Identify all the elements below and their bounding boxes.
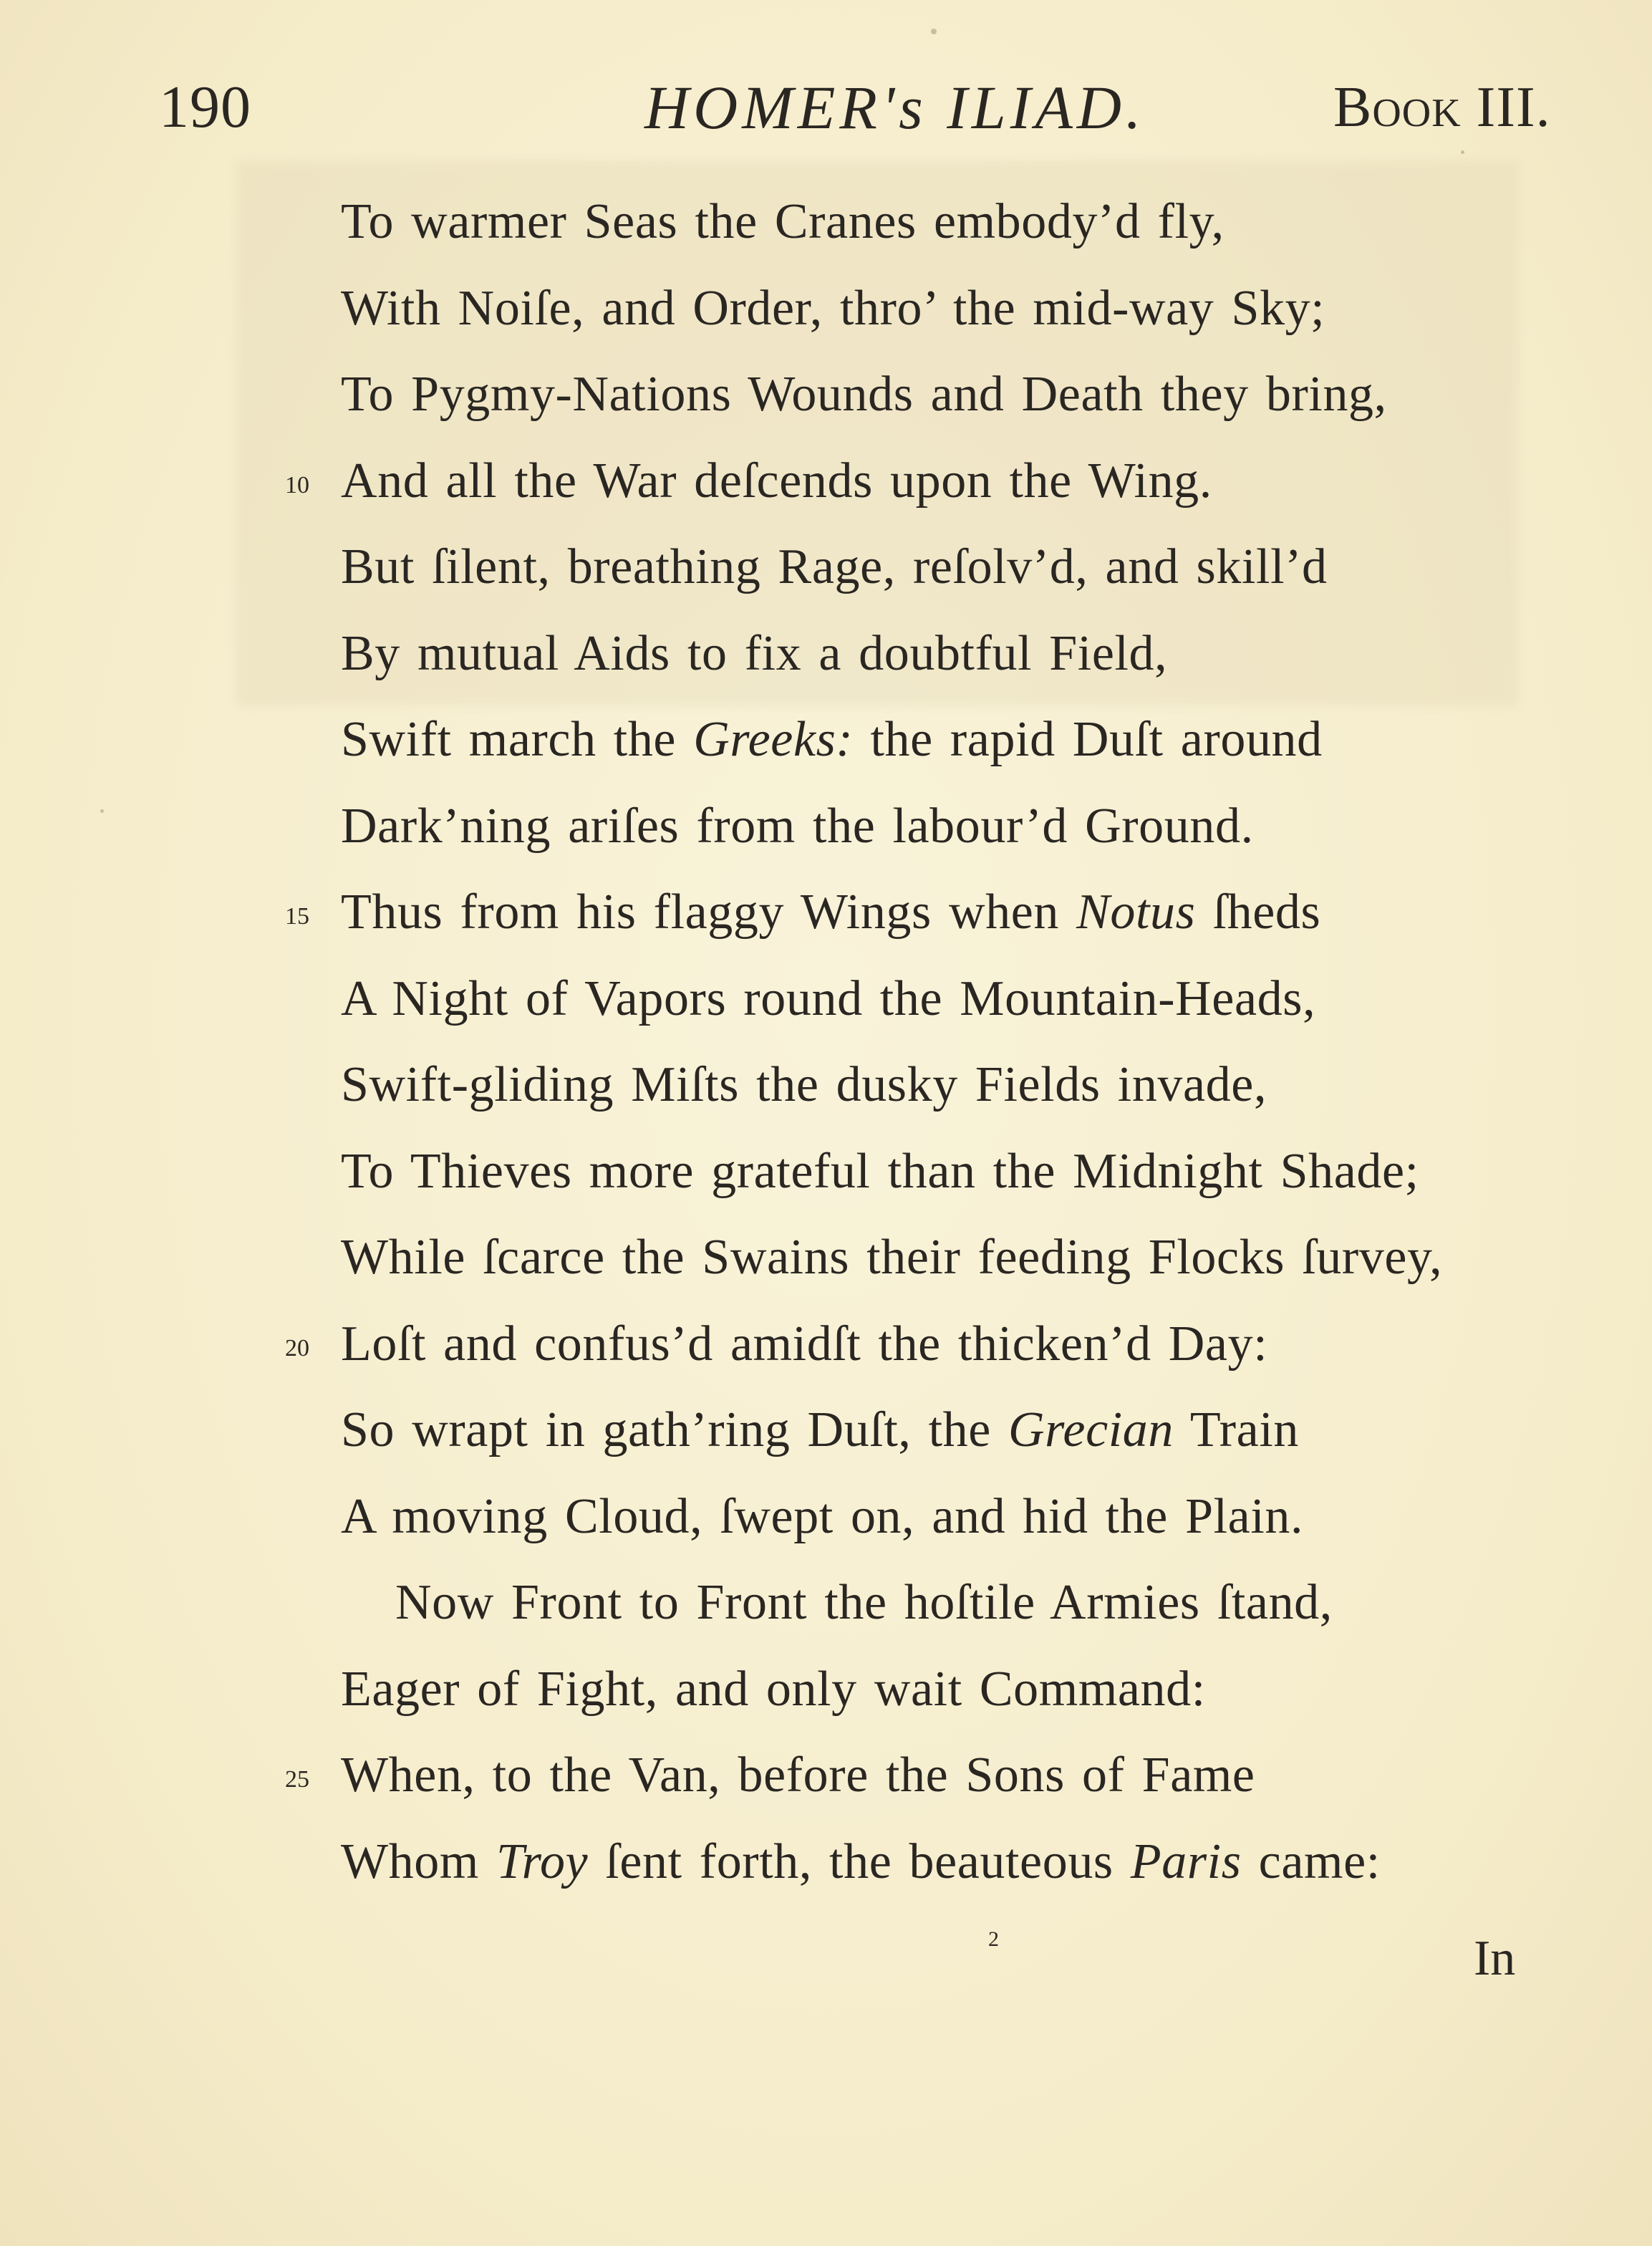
- text-run: While ſcarce the Swains their feeding Flocks ſurvey,: [341, 1230, 1443, 1285]
- verse-text: [341, 697, 1323, 783]
- verse-text: [395, 1560, 1333, 1646]
- italic-name: Notus: [1076, 885, 1196, 940]
- text-run: And all the War deſcends upon the Wing.: [341, 453, 1212, 509]
- text-run: To warmer Seas the Cranes embody’d fly,: [341, 194, 1224, 249]
- verse-line: [0, 1819, 1652, 1906]
- text-run: Train: [1174, 1402, 1299, 1457]
- text-run: the rapid Duſt around: [853, 712, 1323, 767]
- verse-text: [341, 352, 1387, 438]
- verse-line: [0, 1387, 1652, 1474]
- running-head: [0, 68, 1652, 147]
- text-run: A moving Cloud, ſwept on, and hid the Plain.: [341, 1488, 1304, 1544]
- verse-line: [0, 1215, 1652, 1301]
- verse-line: [0, 524, 1652, 611]
- verse-line: [0, 869, 1652, 956]
- verse-text: [341, 1474, 1303, 1560]
- book-label: Book III.: [1333, 76, 1551, 139]
- text-run: Thus from his flaggy Wings when: [341, 885, 1077, 940]
- text-run: To Thieves more grateful than the Midnight Shade;: [341, 1143, 1419, 1199]
- text-run: Swift-gliding Miſts the dusky Fields invade,: [341, 1057, 1267, 1112]
- verse-line: [0, 1474, 1652, 1561]
- paper-speck: [100, 809, 104, 813]
- catchword: In: [1474, 1931, 1516, 1986]
- text-run: With Noiſe, and Order, thro’ the mid-way Sky;: [341, 280, 1325, 336]
- verse-line: [0, 611, 1652, 698]
- verse-text: [341, 438, 1212, 524]
- paper-speck: [931, 29, 937, 34]
- text-run: To Pygmy-Nations Wounds and Death they bring,: [341, 367, 1387, 422]
- text-run: So wrapt in gath’ring Duſt, the: [341, 1402, 1009, 1457]
- verse-text: [341, 1819, 1381, 1905]
- italic-name: Greeks:: [693, 712, 854, 767]
- verse-line: [0, 1647, 1652, 1733]
- text-run: Eager of Fight, and only wait Command:: [341, 1661, 1206, 1717]
- line-number: 15: [285, 903, 309, 930]
- line-number: 20: [285, 1334, 309, 1361]
- verse-text: [341, 1387, 1299, 1473]
- verse-line: [0, 1042, 1652, 1129]
- verse-text: [341, 1129, 1419, 1215]
- verse-text: [341, 1215, 1442, 1301]
- line-number: 10: [285, 471, 309, 498]
- text-run: Whom: [341, 1833, 497, 1889]
- verse-text: [341, 1042, 1267, 1128]
- text-run: ſent forth, the beauteous: [588, 1833, 1131, 1889]
- paper-speck: [1461, 150, 1464, 154]
- verse-line: [0, 956, 1652, 1043]
- text-run: Dark’ning ariſes from the labour’d Ground.: [341, 798, 1254, 854]
- italic-name: Paris: [1130, 1833, 1242, 1889]
- verse-text: [341, 869, 1320, 955]
- book-title: HOMER's ILIAD.: [644, 73, 1146, 142]
- text-run: By mutual Aids to fix a doubtful Field,: [341, 625, 1168, 681]
- verse-line: [0, 1732, 1652, 1819]
- verse-text: [341, 1732, 1255, 1818]
- verse-line: [0, 352, 1652, 438]
- verse-line: [0, 1129, 1652, 1215]
- verse-line: [0, 1301, 1652, 1388]
- verse-text: [341, 956, 1315, 1042]
- verse-text: [341, 524, 1328, 610]
- page-number: 190: [159, 74, 251, 140]
- text-run: When, to the Van, before the Sons of Fame: [341, 1748, 1255, 1803]
- verse-line: [0, 697, 1652, 784]
- italic-name: Grecian: [1008, 1402, 1174, 1457]
- text-run: Now Front to Front the hoſtile Armies ſtand,: [395, 1575, 1333, 1630]
- text-run: A Night of Vapors round the Mountain-Heads,: [341, 970, 1316, 1026]
- line-number: 25: [285, 1766, 309, 1793]
- verse-block: [0, 179, 1652, 1905]
- text-run: But ſilent, breathing Rage, reſolv’d, and skill’d: [341, 539, 1328, 594]
- verse-line: [0, 438, 1652, 525]
- verse-line: [0, 179, 1652, 266]
- verse-text: [341, 1647, 1206, 1732]
- italic-name: Troy: [496, 1833, 589, 1889]
- verse-line: [0, 266, 1652, 352]
- verse-text: [341, 1301, 1267, 1387]
- verse-text: [341, 784, 1254, 869]
- text-run: came:: [1241, 1833, 1381, 1889]
- signature-mark: 2: [988, 1927, 999, 1951]
- verse-line: [0, 784, 1652, 870]
- text-run: Swift march the: [341, 712, 694, 767]
- verse-text: [341, 266, 1325, 352]
- verse-text: [341, 611, 1167, 697]
- text-run: ſheds: [1195, 885, 1321, 940]
- text-run: Loſt and confus’d amidſt the thicken’d Day:: [341, 1316, 1268, 1372]
- verse-text: [341, 179, 1224, 265]
- verse-line: [0, 1560, 1652, 1647]
